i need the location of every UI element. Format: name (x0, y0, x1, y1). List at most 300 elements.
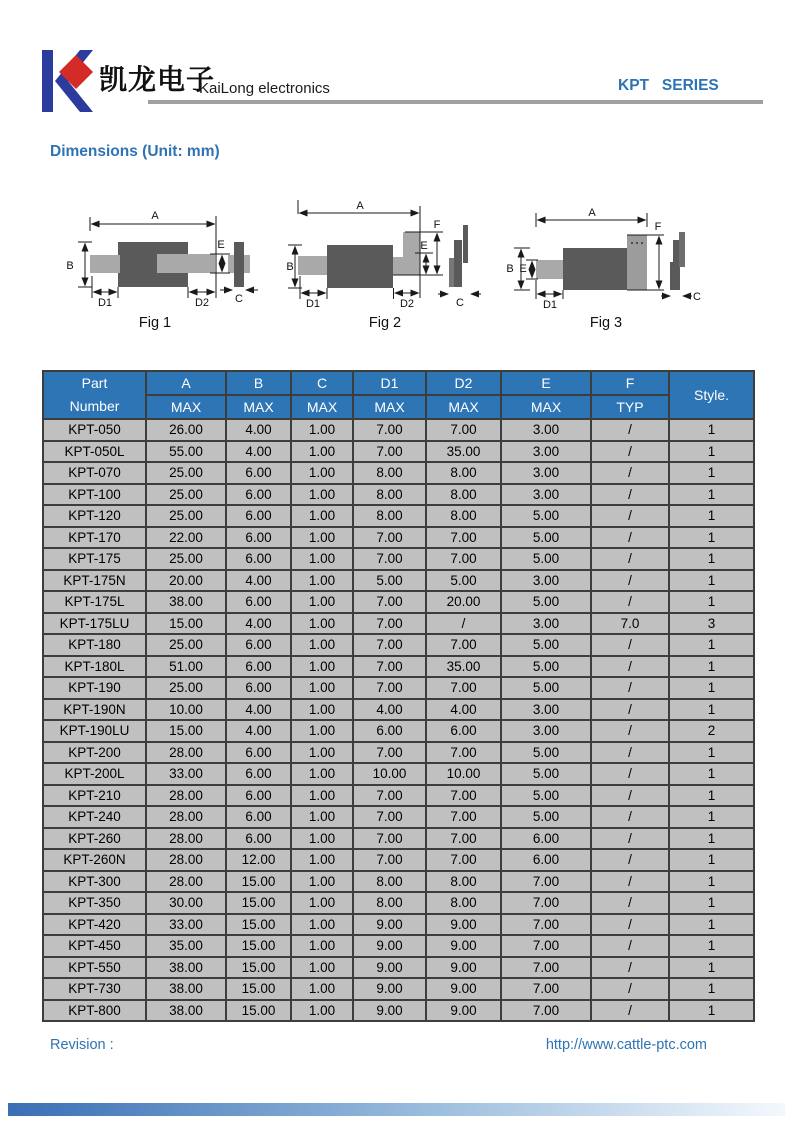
value-cell: 5.00 (501, 548, 591, 570)
value-cell: 3.00 (501, 484, 591, 506)
table-row (43, 892, 754, 914)
value-cell: 15.00 (226, 871, 291, 893)
value-cell: 5.00 (501, 742, 591, 764)
value-cell: 3 (669, 613, 754, 635)
value-cell: 7.00 (353, 441, 426, 463)
sub-header-c-max: MAX (291, 395, 353, 419)
value-cell: 28.00 (146, 871, 226, 893)
part-number-cell: KPT-175N (43, 570, 146, 592)
value-cell: 1.00 (291, 484, 353, 506)
value-cell: 7.00 (353, 548, 426, 570)
value-cell: 7.00 (353, 419, 426, 441)
value-cell: 5.00 (501, 806, 591, 828)
value-cell: 9.00 (426, 978, 501, 1000)
value-cell: / (591, 785, 669, 807)
value-cell: / (591, 527, 669, 549)
figure-2-drawing (285, 190, 485, 340)
value-cell: 25.00 (146, 548, 226, 570)
value-cell: 1.00 (291, 677, 353, 699)
value-cell: 4.00 (226, 570, 291, 592)
value-cell: 7.00 (353, 849, 426, 871)
header-divider (148, 100, 763, 104)
value-cell: 1 (669, 462, 754, 484)
value-cell: 5.00 (353, 570, 426, 592)
fig1-dim-a: A (151, 210, 159, 222)
value-cell: / (426, 613, 501, 635)
table-row (43, 957, 754, 979)
value-cell: 9.00 (353, 957, 426, 979)
company-name: KaiLong electronics (199, 80, 330, 97)
value-cell: 1.00 (291, 570, 353, 592)
value-cell: 8.00 (426, 505, 501, 527)
value-cell: 25.00 (146, 462, 226, 484)
value-cell: 6.00 (226, 763, 291, 785)
revision-label: Revision : (50, 1037, 114, 1053)
value-cell: 28.00 (146, 806, 226, 828)
value-cell: / (591, 462, 669, 484)
value-cell: / (591, 892, 669, 914)
value-cell: 7.00 (353, 527, 426, 549)
value-cell: 6.00 (226, 591, 291, 613)
value-cell: 15.00 (226, 892, 291, 914)
figure-3-drawing (506, 190, 706, 340)
value-cell: 1.00 (291, 634, 353, 656)
value-cell: 25.00 (146, 677, 226, 699)
part-number-cell: KPT-070 (43, 462, 146, 484)
value-cell: 1.00 (291, 591, 353, 613)
part-number-cell: KPT-450 (43, 935, 146, 957)
table-row (43, 720, 754, 742)
value-cell: / (591, 699, 669, 721)
fig3-dim-d1: D1 (542, 299, 558, 311)
value-cell: 1.00 (291, 978, 353, 1000)
part-number-cell: KPT-190N (43, 699, 146, 721)
part-header-line1: Part (81, 375, 108, 391)
col-header-d1: D1 (353, 371, 426, 395)
value-cell: 3.00 (501, 441, 591, 463)
table-row (43, 505, 754, 527)
value-cell: 1 (669, 505, 754, 527)
value-cell: 6.00 (501, 849, 591, 871)
part-number-cell: KPT-550 (43, 957, 146, 979)
value-cell: 55.00 (146, 441, 226, 463)
value-cell: 9.00 (353, 914, 426, 936)
part-number-cell: KPT-800 (43, 1000, 146, 1022)
parts-table-body (43, 419, 754, 1021)
part-header-line2: Number (69, 398, 120, 414)
value-cell: 7.00 (353, 806, 426, 828)
value-cell: / (591, 935, 669, 957)
value-cell: 9.00 (353, 1000, 426, 1022)
value-cell: 4.00 (426, 699, 501, 721)
value-cell: 7.00 (353, 591, 426, 613)
value-cell: 1 (669, 570, 754, 592)
value-cell: 1 (669, 591, 754, 613)
sub-header-b-max: MAX (226, 395, 291, 419)
value-cell: / (591, 849, 669, 871)
value-cell: 3.00 (501, 462, 591, 484)
value-cell: 3.00 (501, 419, 591, 441)
value-cell: / (591, 806, 669, 828)
kailong-logo-icon (40, 48, 102, 114)
value-cell: 35.00 (426, 441, 501, 463)
value-cell: 33.00 (146, 763, 226, 785)
value-cell: 1.00 (291, 441, 353, 463)
value-cell: 28.00 (146, 785, 226, 807)
table-row (43, 591, 754, 613)
table-row (43, 548, 754, 570)
value-cell: 22.00 (146, 527, 226, 549)
part-number-cell: KPT-420 (43, 914, 146, 936)
value-cell: 6.00 (353, 720, 426, 742)
value-cell: 15.00 (146, 720, 226, 742)
value-cell: 9.00 (353, 978, 426, 1000)
value-cell: 6.00 (226, 548, 291, 570)
value-cell: 7.00 (426, 548, 501, 570)
value-cell: 28.00 (146, 828, 226, 850)
value-cell: / (591, 1000, 669, 1022)
value-cell: 26.00 (146, 419, 226, 441)
part-number-cell: KPT-210 (43, 785, 146, 807)
value-cell: 25.00 (146, 484, 226, 506)
value-cell: 4.00 (226, 613, 291, 635)
value-cell: 6.00 (226, 656, 291, 678)
sub-header-d1-max: MAX (353, 395, 426, 419)
value-cell: 1.00 (291, 892, 353, 914)
fig1-dim-d2: D2 (194, 297, 210, 309)
part-number-cell: KPT-120 (43, 505, 146, 527)
value-cell: 1.00 (291, 656, 353, 678)
fig3-dim-e: E (519, 263, 527, 275)
value-cell: 8.00 (426, 484, 501, 506)
value-cell: / (591, 828, 669, 850)
value-cell: 1.00 (291, 720, 353, 742)
table-row (43, 441, 754, 463)
value-cell: 1 (669, 634, 754, 656)
value-cell: 1 (669, 892, 754, 914)
value-cell: 1 (669, 484, 754, 506)
value-cell: 7.00 (353, 613, 426, 635)
value-cell: 6.00 (226, 742, 291, 764)
value-cell: 6.00 (226, 806, 291, 828)
value-cell: 4.00 (226, 720, 291, 742)
col-header-f: F (591, 371, 669, 395)
value-cell: / (591, 763, 669, 785)
table-row (43, 785, 754, 807)
value-cell: 20.00 (426, 591, 501, 613)
table-row (43, 677, 754, 699)
part-number-cell: KPT-190 (43, 677, 146, 699)
table-row (43, 978, 754, 1000)
part-number-cell: KPT-170 (43, 527, 146, 549)
col-header-d2: D2 (426, 371, 501, 395)
value-cell: 7.00 (426, 677, 501, 699)
value-cell: 6.00 (501, 828, 591, 850)
part-number-cell: KPT-180 (43, 634, 146, 656)
value-cell: 1.00 (291, 548, 353, 570)
value-cell: 7.00 (353, 828, 426, 850)
table-row (43, 763, 754, 785)
value-cell: 9.00 (426, 957, 501, 979)
sub-header-e-max: MAX (501, 395, 591, 419)
value-cell: 1 (669, 849, 754, 871)
value-cell: / (591, 634, 669, 656)
value-cell: 15.00 (226, 978, 291, 1000)
fig3-dim-c: C (693, 291, 701, 303)
value-cell: 1 (669, 763, 754, 785)
value-cell: 15.00 (226, 1000, 291, 1022)
value-cell: 1.00 (291, 871, 353, 893)
value-cell: 1 (669, 806, 754, 828)
value-cell: 8.00 (426, 871, 501, 893)
value-cell: 8.00 (353, 462, 426, 484)
value-cell: 1.00 (291, 763, 353, 785)
value-cell: 1.00 (291, 914, 353, 936)
value-cell: 1 (669, 785, 754, 807)
dimensions-table (42, 370, 755, 1022)
value-cell: 20.00 (146, 570, 226, 592)
value-cell: 5.00 (501, 763, 591, 785)
figure-1-drawing (60, 190, 260, 340)
value-cell: 8.00 (426, 892, 501, 914)
part-number-cell: KPT-730 (43, 978, 146, 1000)
fig3-caption: Fig 3 (589, 315, 623, 331)
value-cell: 5.00 (501, 785, 591, 807)
value-cell: 10.00 (146, 699, 226, 721)
value-cell: 7.00 (501, 871, 591, 893)
value-cell: 12.00 (226, 849, 291, 871)
value-cell: 15.00 (226, 935, 291, 957)
value-cell: 38.00 (146, 957, 226, 979)
part-number-cell: KPT-260N (43, 849, 146, 871)
value-cell: 38.00 (146, 591, 226, 613)
value-cell: / (591, 548, 669, 570)
website-link[interactable]: http://www.cattle-ptc.com (545, 1037, 707, 1053)
value-cell: 3.00 (501, 570, 591, 592)
fig2-dim-c: C (456, 297, 464, 309)
value-cell: 5.00 (501, 527, 591, 549)
value-cell: 1.00 (291, 505, 353, 527)
value-cell: 5.00 (501, 677, 591, 699)
value-cell: 38.00 (146, 1000, 226, 1022)
value-cell: 1.00 (291, 527, 353, 549)
value-cell: 8.00 (353, 892, 426, 914)
value-cell: / (591, 677, 669, 699)
value-cell: / (591, 914, 669, 936)
value-cell: 51.00 (146, 656, 226, 678)
value-cell: 35.00 (146, 935, 226, 957)
value-cell: 1.00 (291, 419, 353, 441)
value-cell: 5.00 (426, 570, 501, 592)
col-header-part-number (43, 371, 146, 419)
value-cell: 5.00 (501, 656, 591, 678)
value-cell: 9.00 (426, 935, 501, 957)
value-cell: / (591, 441, 669, 463)
value-cell: / (591, 957, 669, 979)
part-number-cell: KPT-100 (43, 484, 146, 506)
fig2-dim-d2: D2 (399, 298, 415, 310)
table-row (43, 742, 754, 764)
value-cell: / (591, 484, 669, 506)
value-cell: 10.00 (353, 763, 426, 785)
value-cell: 1 (669, 914, 754, 936)
value-cell: 1.00 (291, 849, 353, 871)
value-cell: / (591, 570, 669, 592)
part-number-cell: KPT-050 (43, 419, 146, 441)
value-cell: 7.00 (426, 419, 501, 441)
fig1-dim-b: B (66, 260, 74, 272)
fig2-caption: Fig 2 (368, 315, 402, 331)
value-cell: 15.00 (226, 914, 291, 936)
value-cell: 38.00 (146, 978, 226, 1000)
value-cell: 7.0 (591, 613, 669, 635)
value-cell: 33.00 (146, 914, 226, 936)
fig1-caption: Fig 1 (138, 315, 172, 331)
value-cell: 1 (669, 742, 754, 764)
value-cell: 3.00 (501, 699, 591, 721)
value-cell: / (591, 505, 669, 527)
table-row (43, 613, 754, 635)
col-header-c: C (291, 371, 353, 395)
value-cell: 1.00 (291, 785, 353, 807)
logo-chinese-text: 凯龙电子 (99, 63, 216, 96)
sub-header-f-typ: TYP (591, 395, 669, 419)
value-cell: 1 (669, 677, 754, 699)
value-cell: 6.00 (226, 677, 291, 699)
value-cell: 1.00 (291, 1000, 353, 1022)
value-cell: 1 (669, 957, 754, 979)
value-cell: 8.00 (353, 505, 426, 527)
section-title: Dimensions (Unit: mm) (50, 143, 220, 160)
value-cell: 7.00 (501, 957, 591, 979)
value-cell: 1.00 (291, 699, 353, 721)
value-cell: 10.00 (426, 763, 501, 785)
value-cell: 8.00 (353, 484, 426, 506)
fig2-dim-a: A (356, 200, 364, 212)
table-header (43, 371, 754, 419)
value-cell: 7.00 (426, 785, 501, 807)
value-cell: 7.00 (501, 914, 591, 936)
table-row (43, 419, 754, 441)
value-cell: 7.00 (353, 785, 426, 807)
value-cell: 9.00 (426, 914, 501, 936)
value-cell: 7.00 (353, 634, 426, 656)
value-cell: 3.00 (501, 613, 591, 635)
value-cell: / (591, 871, 669, 893)
value-cell: 6.00 (226, 828, 291, 850)
part-number-cell: KPT-300 (43, 871, 146, 893)
part-number-cell: KPT-175LU (43, 613, 146, 635)
value-cell: 15.00 (226, 957, 291, 979)
value-cell: 7.00 (426, 527, 501, 549)
value-cell: 7.00 (353, 677, 426, 699)
part-number-cell: KPT-190LU (43, 720, 146, 742)
value-cell: 7.00 (501, 1000, 591, 1022)
value-cell: 25.00 (146, 634, 226, 656)
value-cell: 1 (669, 656, 754, 678)
fig1-dim-e: E (217, 239, 225, 251)
value-cell: 5.00 (501, 634, 591, 656)
part-number-cell: KPT-200 (43, 742, 146, 764)
value-cell: 1.00 (291, 806, 353, 828)
value-cell: 3.00 (501, 720, 591, 742)
value-cell: 1 (669, 935, 754, 957)
value-cell: 1.00 (291, 462, 353, 484)
value-cell: 9.00 (426, 1000, 501, 1022)
value-cell: 1.00 (291, 828, 353, 850)
value-cell: / (591, 656, 669, 678)
value-cell: / (591, 591, 669, 613)
value-cell: 1 (669, 871, 754, 893)
fig2-dim-f: F (433, 219, 441, 231)
col-header-b: B (226, 371, 291, 395)
value-cell: 9.00 (353, 935, 426, 957)
part-number-cell: KPT-175L (43, 591, 146, 613)
value-cell: / (591, 978, 669, 1000)
fig2-dim-e: E (420, 240, 428, 252)
value-cell: 1 (669, 978, 754, 1000)
col-header-e: E (501, 371, 591, 395)
table-row (43, 914, 754, 936)
table-row (43, 634, 754, 656)
sub-header-a-max: MAX (146, 395, 226, 419)
col-header-style: Style. (669, 371, 754, 419)
value-cell: 25.00 (146, 505, 226, 527)
value-cell: 6.00 (226, 484, 291, 506)
part-number-cell: KPT-200L (43, 763, 146, 785)
fig1-dim-c: C (235, 293, 243, 305)
table-row (43, 699, 754, 721)
value-cell: 28.00 (146, 849, 226, 871)
fig3-dim-b: B (506, 263, 514, 275)
table-row (43, 935, 754, 957)
col-header-a: A (146, 371, 226, 395)
value-cell: 1.00 (291, 935, 353, 957)
fig1-dim-d1: D1 (97, 297, 113, 309)
value-cell: 1.00 (291, 742, 353, 764)
fig3-dim-f: F (654, 221, 662, 233)
table-row (43, 849, 754, 871)
part-number-cell: KPT-175 (43, 548, 146, 570)
sub-header-d2-max: MAX (426, 395, 501, 419)
part-number-cell: KPT-260 (43, 828, 146, 850)
value-cell: 1 (669, 441, 754, 463)
value-cell: 6.00 (226, 462, 291, 484)
value-cell: 7.00 (501, 935, 591, 957)
table-row (43, 527, 754, 549)
table-row (43, 656, 754, 678)
value-cell: 1.00 (291, 957, 353, 979)
value-cell: 30.00 (146, 892, 226, 914)
value-cell: 4.00 (353, 699, 426, 721)
series-title: KPT SERIES (618, 77, 719, 94)
value-cell: 4.00 (226, 441, 291, 463)
fig2-dim-b: B (286, 261, 294, 273)
table-row (43, 462, 754, 484)
value-cell: 1 (669, 527, 754, 549)
table-row (43, 871, 754, 893)
table-row (43, 828, 754, 850)
value-cell: 1 (669, 828, 754, 850)
value-cell: 5.00 (501, 505, 591, 527)
part-number-cell: KPT-050L (43, 441, 146, 463)
fig2-dim-d1: D1 (305, 298, 321, 310)
value-cell: 15.00 (146, 613, 226, 635)
value-cell: 1 (669, 1000, 754, 1022)
table-row (43, 1000, 754, 1022)
value-cell: 1 (669, 699, 754, 721)
value-cell: / (591, 720, 669, 742)
